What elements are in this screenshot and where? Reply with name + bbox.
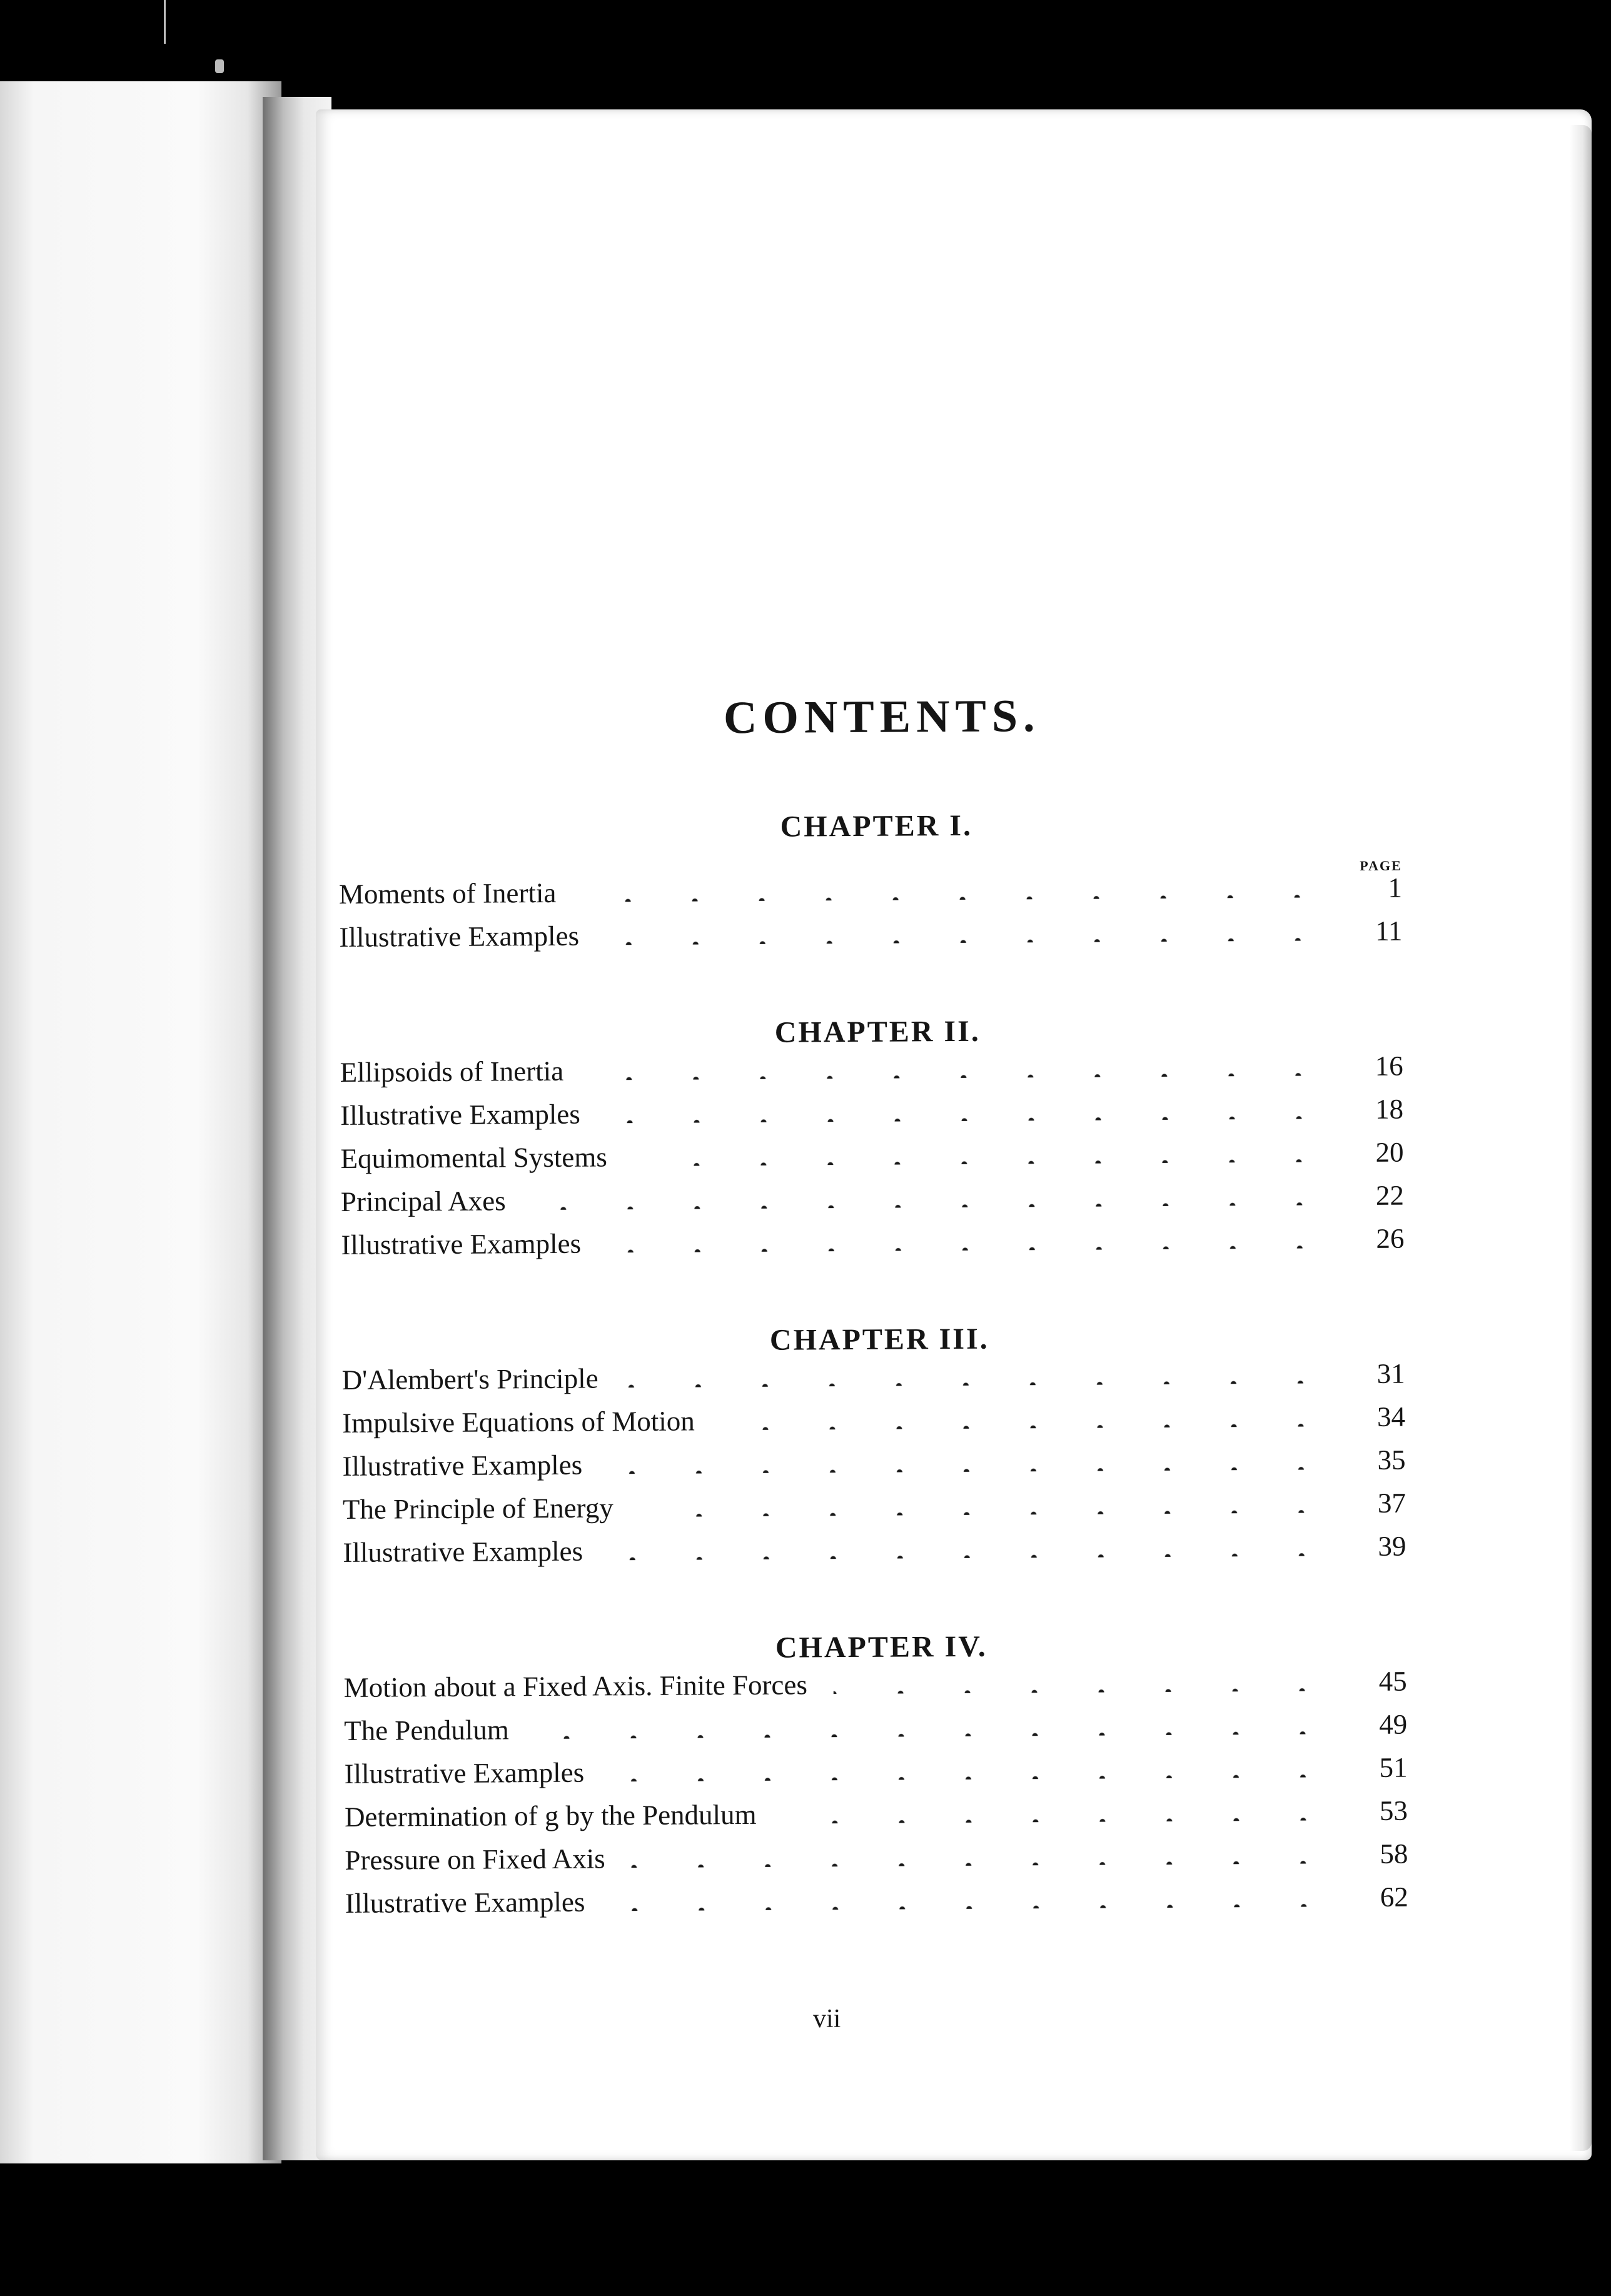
entry-page-number: 26 <box>1376 1222 1405 1254</box>
chapter-heading: CHAPTER IV. <box>775 1629 987 1664</box>
table-of-contents <box>338 688 1409 1984</box>
entry-title: Illustrative Examples <box>343 1535 583 1568</box>
toc-entry <box>340 1136 1403 1186</box>
chapter-section <box>338 806 1402 964</box>
dot-leader <box>611 1894 1336 1911</box>
chapter-section <box>340 1012 1404 1272</box>
entry-title: Determination of g by the Pendulum <box>344 1798 757 1833</box>
entry-title: Illustrative Examples <box>341 1227 582 1261</box>
entry-page-number: 45 <box>1378 1665 1407 1697</box>
entry-title: Ellipsoids of Inertia <box>340 1055 564 1088</box>
toc-entry <box>344 1708 1407 1758</box>
entry-title: Illustrative Examples <box>339 920 580 953</box>
entry-page-number: 62 <box>1380 1881 1408 1913</box>
dot-leader <box>783 1808 1336 1823</box>
toc-entry <box>345 1881 1408 1930</box>
toc-entry <box>340 1050 1403 1099</box>
entry-page-number: 53 <box>1379 1795 1408 1826</box>
page-edge-shadow <box>1570 125 1592 2151</box>
toc-entry <box>344 1665 1407 1714</box>
entry-title: Illustrative Examples <box>342 1449 583 1482</box>
entry-title: Illustrative Examples <box>340 1098 580 1131</box>
entry-page-number: 39 <box>1378 1530 1406 1562</box>
dot-leader <box>607 1106 1332 1123</box>
dot-leader <box>609 1543 1335 1560</box>
dot-leader <box>532 1192 1333 1210</box>
toc-entry <box>340 1093 1403 1142</box>
toc-entry <box>345 1838 1408 1887</box>
dot-leader <box>721 1414 1334 1430</box>
toc-entry <box>339 872 1402 921</box>
dot-leader <box>634 1149 1333 1166</box>
entry-title: Illustrative Examples <box>345 1886 585 1919</box>
entry-page-number: 18 <box>1375 1093 1404 1125</box>
entry-page-number: 16 <box>1375 1050 1403 1082</box>
page-column-label: PAGE <box>1360 857 1402 874</box>
entry-list <box>339 872 1403 964</box>
toc-entry <box>342 1444 1405 1493</box>
entry-page-number: 37 <box>1377 1487 1406 1519</box>
entry-page-number: 51 <box>1379 1751 1408 1783</box>
entry-title: Moments of Inertia <box>338 877 557 910</box>
entry-page-number: 1 <box>1388 872 1403 904</box>
entry-page-number: 49 <box>1378 1708 1408 1740</box>
entry-page-number: 35 <box>1377 1444 1406 1476</box>
entry-title: Illustrative Examples <box>344 1756 585 1790</box>
dot-leader <box>590 1063 1332 1080</box>
entry-page-number: 31 <box>1376 1357 1405 1389</box>
dot-leader <box>582 885 1331 902</box>
entry-list <box>340 1050 1405 1272</box>
toc-entry <box>345 1795 1408 1844</box>
dot-leader <box>632 1851 1337 1868</box>
entry-page-number: 34 <box>1376 1401 1406 1432</box>
chapter-heading: CHAPTER I. <box>780 808 973 843</box>
scan-mark <box>215 59 224 73</box>
entry-title: D'Alembert's Principle <box>341 1362 598 1396</box>
toc-entry <box>341 1222 1404 1272</box>
contents-title: CONTENTS. <box>723 690 1041 744</box>
entry-page-number: 22 <box>1375 1179 1405 1211</box>
dot-leader <box>609 1457 1334 1474</box>
dot-leader <box>535 1721 1336 1739</box>
toc-entry <box>344 1751 1407 1801</box>
entry-page-number: 11 <box>1375 915 1403 947</box>
entry-page-number: 20 <box>1375 1136 1404 1168</box>
dot-leader <box>625 1371 1334 1387</box>
entry-list <box>344 1665 1408 1930</box>
facing-page-edge <box>0 81 281 2163</box>
entry-page-number: 58 <box>1380 1838 1408 1870</box>
page-folio: vii <box>813 2005 841 2033</box>
dot-leader <box>605 928 1331 945</box>
dot-leader <box>834 1678 1336 1694</box>
chapter-section <box>343 1627 1408 1930</box>
toc-entry <box>343 1487 1406 1536</box>
toc-entry <box>342 1401 1405 1450</box>
chapter-heading: CHAPTER III. <box>769 1322 989 1357</box>
toc-entry <box>342 1357 1405 1407</box>
dot-leader <box>640 1500 1335 1517</box>
entry-title: The Pendulum <box>343 1714 509 1746</box>
dot-leader <box>607 1236 1333 1252</box>
chapter-section <box>341 1319 1406 1579</box>
chapter-heading: CHAPTER II. <box>774 1014 981 1049</box>
entry-title: Impulsive Equations of Motion <box>341 1405 695 1439</box>
scan-mark <box>164 0 166 44</box>
entry-title: Pressure on Fixed Axis <box>345 1843 605 1876</box>
toc-entry <box>339 915 1402 964</box>
entry-title: Equimomental Systems <box>340 1141 607 1174</box>
entry-title: Motion about a Fixed Axis. Finite Forces <box>343 1669 808 1703</box>
toc-entry <box>343 1530 1406 1579</box>
dot-leader <box>610 1765 1336 1781</box>
entry-title: The Principle of Energy <box>342 1492 614 1525</box>
entry-title: Principal Axes <box>340 1185 506 1217</box>
entry-list <box>342 1357 1406 1579</box>
toc-entry <box>341 1179 1404 1229</box>
